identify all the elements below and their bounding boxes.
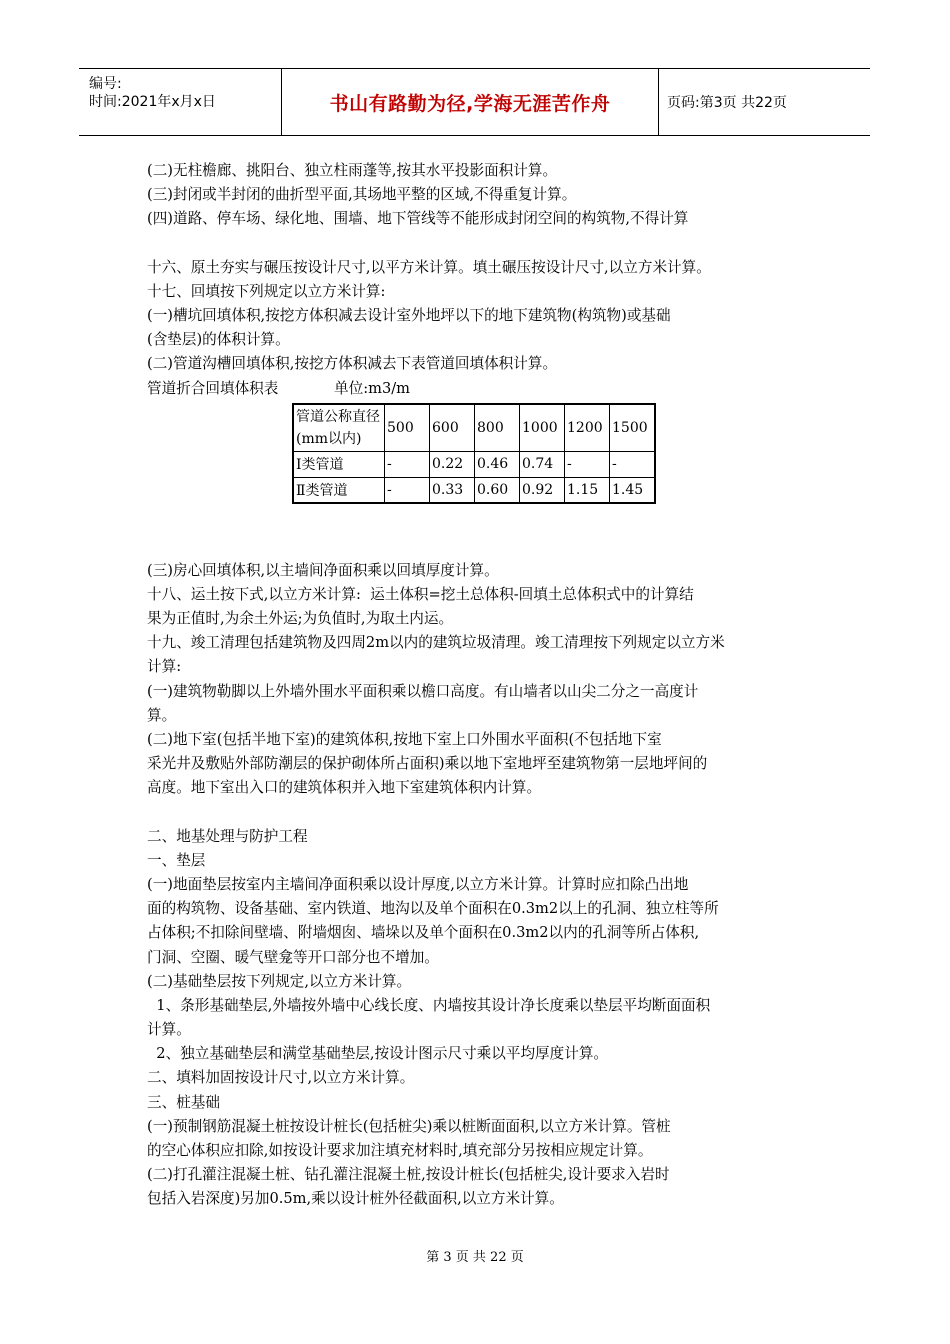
table-header-row bbox=[293, 404, 655, 452]
table-column-header: 1500 bbox=[610, 404, 656, 452]
document-code: 编号: bbox=[89, 76, 122, 92]
page-footer: 第 3 页 共 22 页 bbox=[426, 1250, 524, 1265]
text-line: (二)基础垫层按下列规定,以立方米计算。 bbox=[147, 972, 412, 990]
table-cell: 1.15 bbox=[565, 477, 610, 503]
pipe-backfill-table bbox=[292, 403, 656, 505]
text-line: 计算。 bbox=[147, 1021, 191, 1039]
table-cell: - bbox=[385, 451, 430, 477]
text-line: (一)预制钢筋混凝土桩按设计桩长(包括桩尖)乘以桩断面面积,以立方米计算。管桩 bbox=[147, 1117, 671, 1135]
table-cell: 0.46 bbox=[475, 451, 520, 477]
table-cell: 1.45 bbox=[610, 477, 656, 503]
text-line: 的空心体积应扣除,如按设计要求加注填充材料时,填充部分另按相应规定计算。 bbox=[147, 1142, 653, 1159]
document-date: 时间:2021年x月x日 bbox=[89, 94, 216, 110]
table-cell: 0.22 bbox=[430, 451, 475, 477]
table-column-header: 600 bbox=[430, 404, 475, 452]
table-cell: 0.74 bbox=[520, 451, 565, 477]
text-line: (三)房心回填体积,以主墙间净面积乘以回填厚度计算。 bbox=[147, 561, 499, 579]
text-line: 果为正值时,为余土外运;为负值时,为取土内运。 bbox=[147, 610, 454, 628]
table-row-label: Ⅰ类管道 bbox=[293, 451, 385, 477]
text-line: 二、填料加固按设计尺寸,以立方米计算。 bbox=[147, 1069, 415, 1087]
section-heading: 一、垫层 bbox=[147, 851, 206, 869]
table-column-header: 1000 bbox=[520, 404, 565, 452]
text-line: 高度。地下室出入口的建筑体积并入地下室建筑体积内计算。 bbox=[147, 779, 542, 797]
paragraph-gap bbox=[147, 801, 807, 825]
text-line: (二)管道沟槽回填体积,按挖方体积减去下表管道回填体积计算。 bbox=[147, 355, 558, 373]
text-line: (二)打孔灌注混凝土桩、钻孔灌注混凝土桩,按设计桩长(包括桩尖,设计要求入岩时 bbox=[147, 1166, 670, 1184]
header-motto: 书山有路勤为径,学海无涯苦作舟 bbox=[282, 69, 659, 135]
section-heading: 二、地基处理与防护工程 bbox=[147, 827, 308, 845]
table-cell: - bbox=[610, 451, 656, 477]
table-cell: 0.60 bbox=[475, 477, 520, 503]
text-line: (二)无柱檐廊、挑阳台、独立柱雨蓬等,按其水平投影面积计算。 bbox=[147, 162, 558, 179]
text-line: 十九、竣工清理包括建筑物及四周2m以内的建筑垃圾清理。竣工清理按下列规定以立方米 bbox=[147, 634, 725, 652]
table-row-label: Ⅱ类管道 bbox=[293, 477, 385, 503]
text-line: 占体积;不扣除间壁墙、附墙烟囱、墙垛以及单个面积在0.3m2以内的孔洞等所占体积, bbox=[147, 924, 700, 942]
text-line: 包括入岩深度)另加0.5m,乘以设计桩外径截面积,以立方米计算。 bbox=[147, 1190, 564, 1208]
text-line: (四)道路、停车场、绿化地、围墙、地下管线等不能形成封闭空间的构筑物,不得计算 bbox=[147, 210, 689, 228]
text-line: (二)地下室(包括半地下室)的建筑体积,按地下室上口外围水平面积(不包括地下室 bbox=[147, 731, 662, 748]
text-line: (含垫层)的体积计算。 bbox=[147, 331, 290, 349]
table-caption: 管道折合回填体积表 单位:m3/m bbox=[147, 379, 410, 397]
text-line: (一)槽坑回填体积,按挖方体积减去设计室外地坪以下的地下建筑物(构筑物)或基础 bbox=[147, 306, 671, 324]
text-line: 面的构筑物、设备基础、室内铁道、地沟以及单个面积在0.3m2以上的孔洞、独立柱等所 bbox=[147, 900, 719, 918]
text-line: (三)封闭或半封闭的曲折型平面,其场地平整的区域,不得重复计算。 bbox=[147, 186, 577, 204]
text-line: 1、条形基础垫层,外墙按外墙中心线长度、内墙按其设计净长度乘以垫层平均断面面积 bbox=[147, 996, 711, 1014]
table-column-header: 800 bbox=[475, 404, 520, 452]
text-line: 门洞、空圈、暖气壁龛等开口部分也不增加。 bbox=[147, 948, 439, 966]
text-line: 2、独立基础垫层和满堂基础垫层,按设计图示尺寸乘以平均厚度计算。 bbox=[147, 1045, 609, 1063]
header-box bbox=[79, 68, 870, 136]
table-row bbox=[293, 477, 655, 503]
table-cell: - bbox=[565, 451, 610, 477]
table-cell: 0.33 bbox=[430, 477, 475, 503]
paragraph-gap bbox=[147, 232, 807, 256]
table-cell: 0.92 bbox=[520, 477, 565, 503]
table-column-header: 1200 bbox=[565, 404, 610, 452]
table-header-label: 管道公称直径(mm以内) bbox=[293, 404, 385, 452]
header-meta bbox=[79, 69, 282, 135]
table-column-header: 500 bbox=[385, 404, 430, 452]
text-line: 采光井及敷贴外部防潮层的保护砌体所占面积)乘以地下室地坪至建筑物第一层地坪间的 bbox=[147, 755, 708, 773]
text-line: 计算: bbox=[147, 658, 182, 676]
section-heading: 三、桩基础 bbox=[147, 1093, 220, 1111]
text-line: 十六、原土夯实与碾压按设计尺寸,以平方米计算。填土碾压按设计尺寸,以立方米计算。 bbox=[147, 258, 711, 276]
table-row bbox=[293, 451, 655, 477]
text-line: (一)地面垫层按室内主墙间净面积乘以设计厚度,以立方米计算。计算时应扣除凸出地 bbox=[147, 875, 689, 893]
text-line: 十八、运土按下式,以立方米计算: 运土体积=挖土总体积-回填土总体积式中的计算结 bbox=[147, 585, 694, 603]
header-page-info: 页码:第3页 共22页 bbox=[667, 95, 787, 111]
table-container bbox=[147, 401, 807, 559]
text-line: 算。 bbox=[147, 706, 177, 724]
text-line: 十七、回填按下列规定以立方米计算: bbox=[147, 282, 386, 300]
document-body bbox=[147, 159, 807, 1212]
table-cell: - bbox=[385, 477, 430, 503]
text-line: (一)建筑物勒脚以上外墙外围水平面积乘以檐口高度。有山墙者以山尖二分之一高度计 bbox=[147, 682, 699, 700]
